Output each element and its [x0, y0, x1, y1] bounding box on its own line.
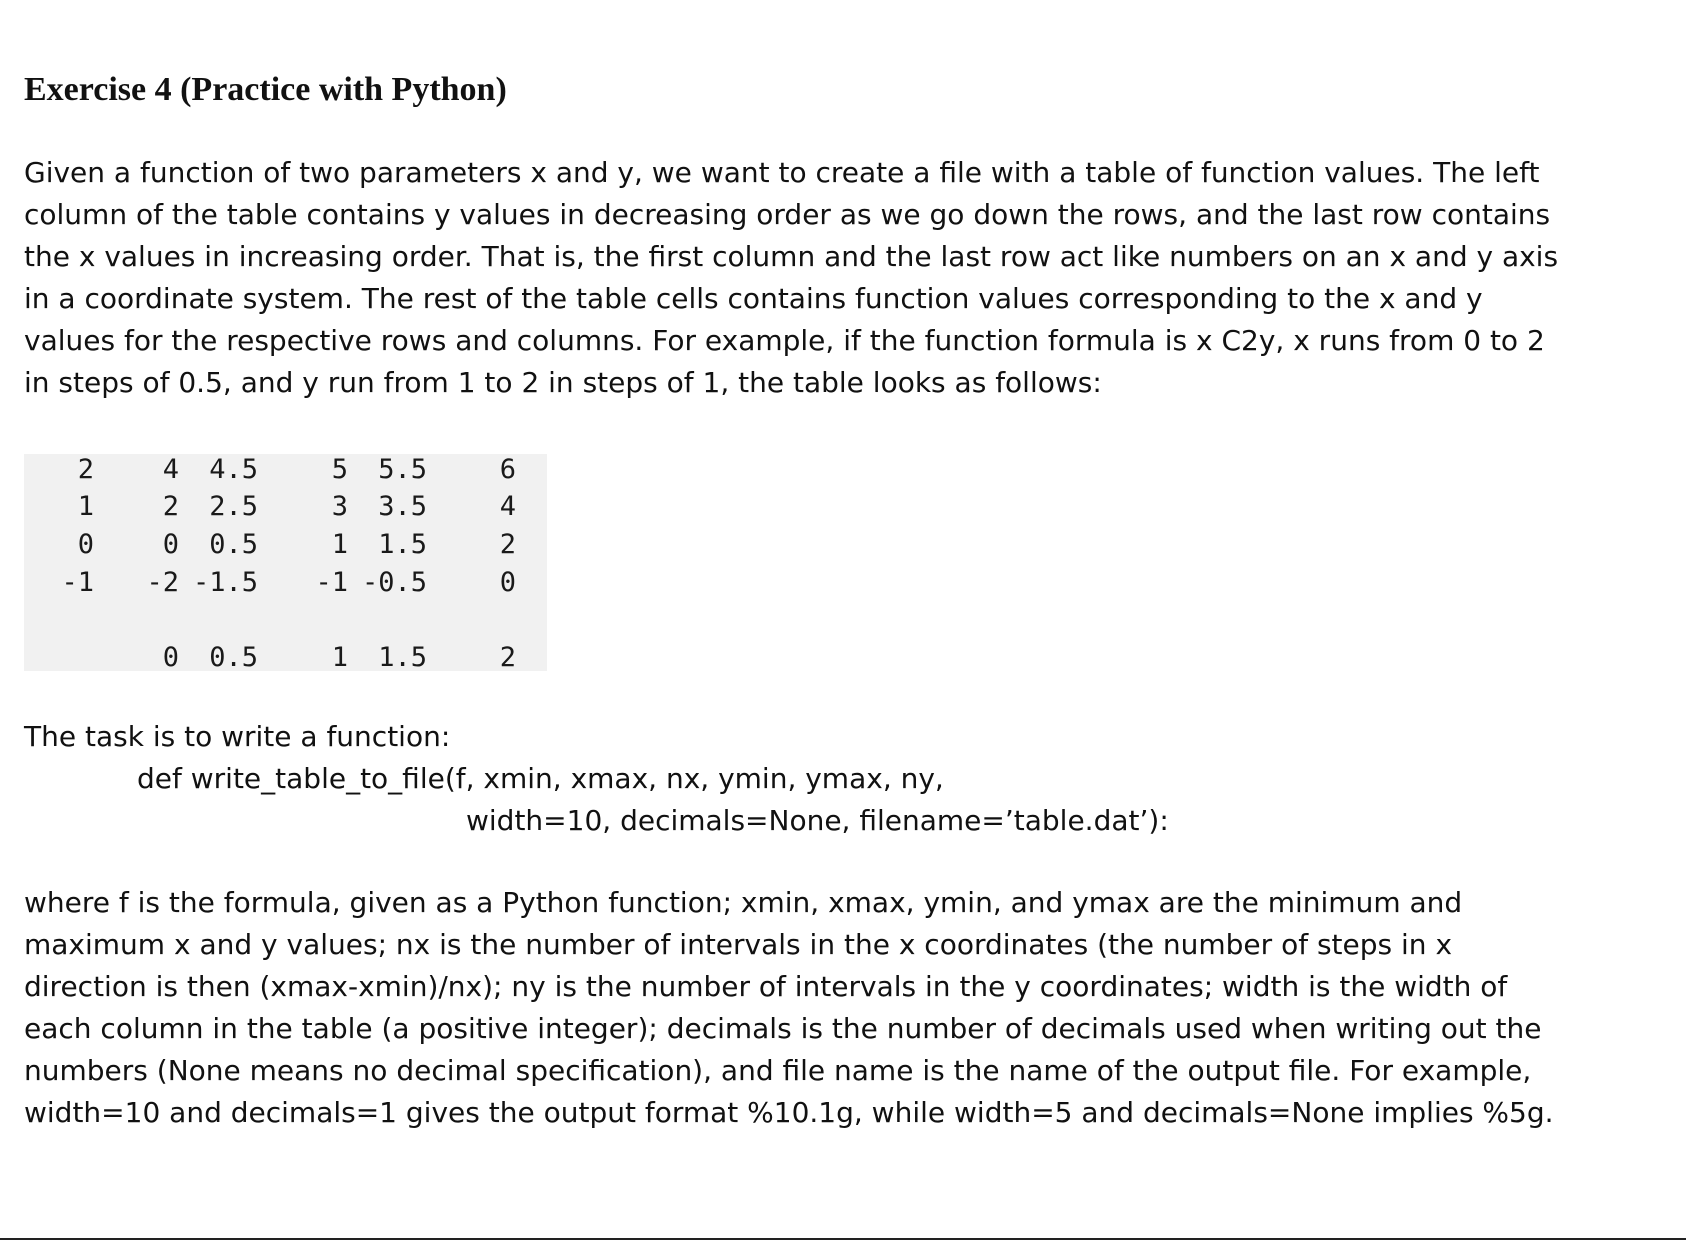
table-cell-x: 1	[331, 642, 348, 673]
table-cell: 4	[162, 454, 179, 485]
table-cell: 3.5	[378, 491, 427, 522]
table-cell-x: 2	[499, 642, 516, 673]
intro-line: column of the table contains y values in decreasing order as we go down the rows, and the last row contains	[24, 198, 1551, 231]
table-cell: 2	[162, 491, 179, 522]
table-cell: 3	[331, 491, 348, 522]
table-cell-y: 1	[77, 491, 94, 522]
table-cell: 6	[499, 454, 516, 485]
table-cell: 0	[162, 529, 179, 560]
table-cell: -2	[146, 567, 179, 598]
table-cell-y: 0	[77, 529, 94, 560]
function-signature-line-1: def write_table_to_file(f, xmin, xmax, nx, ymin, ymax, ny,	[137, 762, 944, 795]
table-cell-x: 1.5	[378, 642, 427, 673]
table-cell: 4.5	[209, 454, 258, 485]
intro-line: the x values in increasing order. That is, the first column and the last row act like numbers on an x and y axis	[24, 240, 1559, 273]
intro-line: Given a function of two parameters x and y, we want to create a file with a table of function values. The left	[24, 156, 1540, 189]
table-cell-y: -1	[61, 567, 94, 598]
bottom-divider	[0, 1238, 1686, 1240]
description-line: direction is then (xmax-xmin)/nx); ny is the number of intervals in the y coordinates; width is the width of	[24, 970, 1508, 1003]
table-cell: -1	[315, 567, 348, 598]
table-cell: 2	[499, 529, 516, 560]
table-cell: 2.5	[209, 491, 258, 522]
table-cell-x: 0	[162, 642, 179, 673]
description-line: where f is the formula, given as a Python function; xmin, xmax, ymin, and ymax are the minimum and	[24, 886, 1463, 919]
table-cell: -1.5	[192, 567, 258, 598]
task-intro: The task is to write a function:	[24, 720, 451, 753]
table-cell: 1	[331, 529, 348, 560]
exercise-title: Exercise 4 (Practice with Python)	[24, 71, 507, 108]
table-cell: -0.5	[361, 567, 427, 598]
table-cell: 4	[499, 491, 516, 522]
example-table	[24, 454, 547, 671]
table-cell: 0	[499, 567, 516, 598]
description-line: numbers (None means no decimal specification), and file name is the name of the output file. For example,	[24, 1054, 1532, 1087]
intro-line: values for the respective rows and columns. For example, if the function formula is x C2y, x runs from 0 to 2	[24, 324, 1545, 357]
description-paragraph	[24, 882, 1584, 1134]
table-cell-y: 2	[77, 454, 94, 485]
description-line: width=10 and decimals=1 gives the output format %10.1g, while width=5 and decimals=None implies %5g.	[24, 1096, 1554, 1129]
description-line: maximum x and y values; nx is the number of intervals in the x coordinates (the number of steps in x	[24, 928, 1453, 961]
description-line: each column in the table (a positive integer); decimals is the number of decimals used when writing out the	[24, 1012, 1542, 1045]
intro-paragraph	[24, 152, 1584, 404]
table-cell: 5.5	[378, 454, 427, 485]
table-cell: 0.5	[209, 529, 258, 560]
intro-line: in a coordinate system. The rest of the table cells contains function values corresponding to the x and y	[24, 282, 1483, 315]
table-cell: 5	[331, 454, 348, 485]
intro-line: in steps of 0.5, and y run from 1 to 2 in steps of 1, the table looks as follows:	[24, 366, 1102, 399]
table-cell-x: 0.5	[209, 642, 258, 673]
table-cell: 1.5	[378, 529, 427, 560]
function-signature-line-2: width=10, decimals=None, filename=’table.dat’):	[466, 804, 1169, 837]
